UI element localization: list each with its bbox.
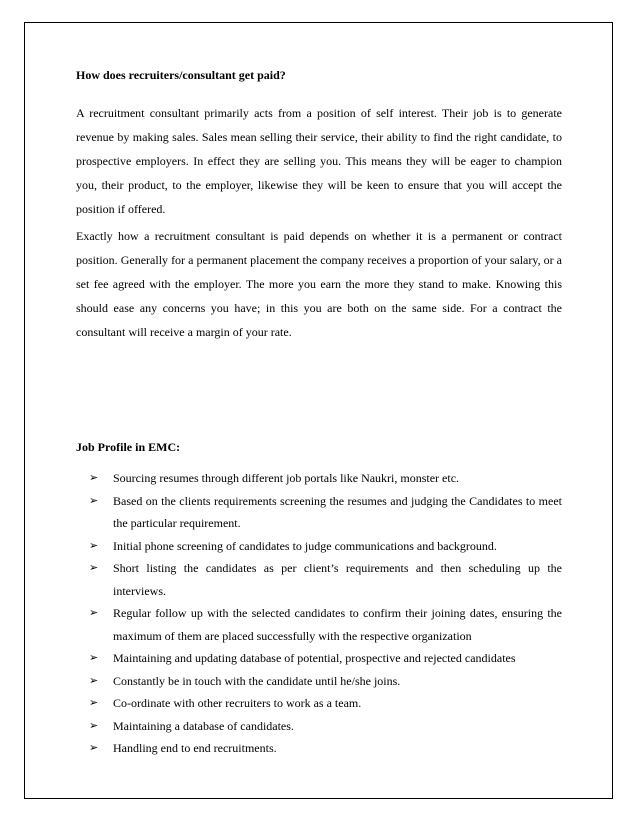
arrow-bullet-icon: ➢	[89, 493, 99, 507]
list-item	[76, 535, 562, 558]
list-item	[76, 467, 562, 490]
list-item-text: Regular follow up with the selected candidates to confirm their joining dates, ensuring the maximum of them are placed successfully with the respective organization	[113, 606, 562, 643]
list-item	[76, 670, 562, 693]
list-item-text: Co-ordinate with other recruiters to work as a team.	[113, 696, 362, 710]
list-item-text: Sourcing resumes through different job portals like Naukri, monster etc.	[113, 471, 460, 485]
job-profile-list	[76, 467, 562, 760]
list-item-text: Handling end to end recruitments.	[113, 741, 277, 755]
blank-space	[76, 345, 562, 438]
arrow-bullet-icon: ➢	[89, 741, 99, 754]
list-item	[76, 647, 562, 670]
list-item	[76, 737, 562, 760]
arrow-bullet-icon: ➢	[89, 718, 99, 732]
list-item	[76, 715, 562, 738]
list-item-text: Initial phone screening of candidates to judge communications and background.	[113, 538, 497, 553]
arrow-bullet-icon: ➢	[89, 673, 99, 687]
arrow-bullet-icon: ➢	[89, 651, 99, 664]
list-item-text: Maintaining a database of candidates.	[113, 718, 294, 733]
arrow-bullet-icon: ➢	[89, 538, 99, 552]
list-item-text: Based on the clients requirements screening the resumes and judging the Candidates to meet the particular requirement.	[113, 493, 562, 530]
paragraph-payment-method: Exactly how a recruitment consultant is paid depends on whether it is a permanent or contract position. Generally for a permanent placement the company receives a proportion of your salary, or a set fee agreed with the employer. The more you earn the more they stand to make. Knowing this should ease any concerns you have; in this you are both on the same side. For a contract the consultant will receive a margin of your rate.	[76, 229, 562, 339]
list-item	[76, 692, 562, 715]
document-body	[76, 66, 562, 760]
arrow-bullet-icon: ➢	[89, 561, 99, 574]
list-item	[76, 602, 562, 647]
list-item	[76, 490, 562, 535]
list-item-text: Constantly be in touch with the candidate until he/she joins.	[113, 673, 401, 688]
arrow-bullet-icon: ➢	[89, 471, 99, 484]
section-heading-payment: How does recruiters/consultant get paid?	[76, 68, 286, 82]
arrow-bullet-icon: ➢	[89, 696, 99, 709]
list-item-text: Maintaining and updating database of potential, prospective and rejected candidates	[113, 651, 516, 665]
list-item-text: Short listing the candidates as per client’s requirements and then scheduling up the interviews.	[113, 561, 562, 598]
list-item	[76, 557, 562, 602]
section-heading-job-profile: Job Profile in EMC:	[76, 440, 181, 454]
arrow-bullet-icon: ➢	[89, 606, 99, 619]
paragraph-consultant-role: A recruitment consultant primarily acts from a position of self interest. Their job is to generate revenue by making sales. Sales mean selling their service, their ability to find the right candidate, to prospective employers. In effect they are selling you. This means they will be eager to champion you, their product, to the employer, likewise they will be keen to ensure that you will accept the position if offered.	[76, 106, 562, 216]
